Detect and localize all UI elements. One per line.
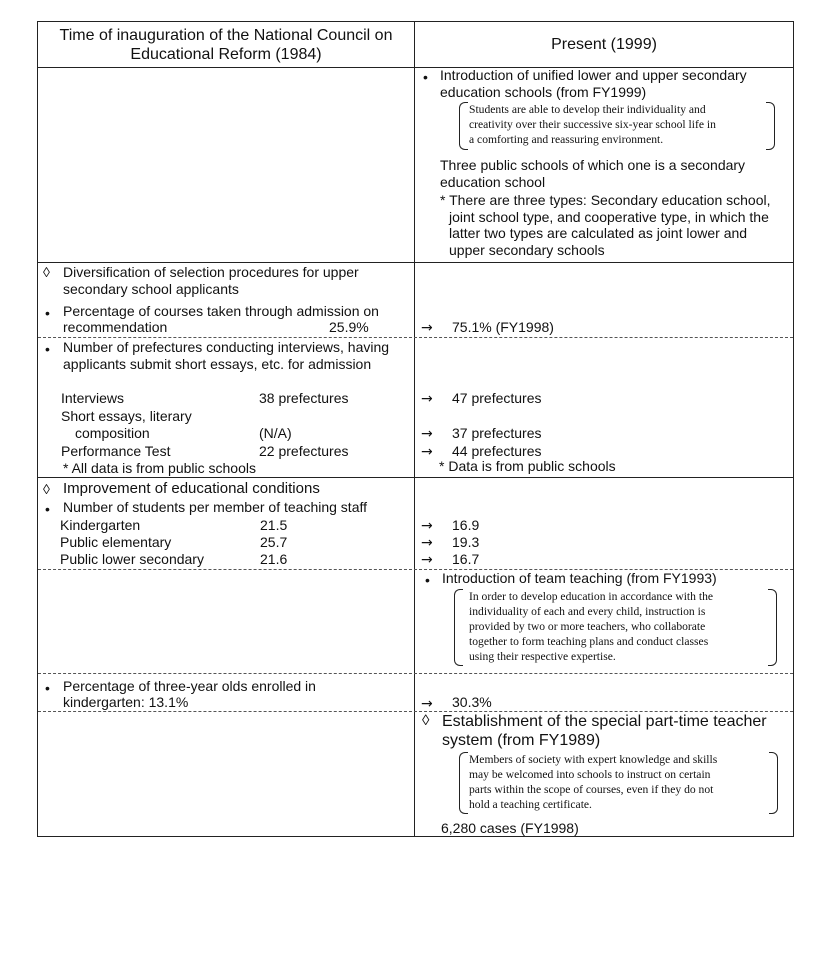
row-divider [38,477,793,478]
diversification-before: 25.9% [329,319,369,335]
arrow-icon: → [421,535,433,551]
note-bracket-left [454,589,463,666]
elementary-after: 19.3 [452,534,480,550]
note-bracket-left [459,102,468,150]
unified-types: * There are three types: Secondary education school, joint school type, and cooperative type, in which the latter two types are calculated as joint lower and upper secondary schools [440,192,771,258]
arrow-icon: → [421,552,433,568]
team-title: Introduction of team teaching (from FY1993) [442,570,717,586]
row-divider [38,673,793,674]
kindergarten-after: 16.9 [452,517,480,533]
kindergarten-before: 21.5 [260,517,288,533]
diamond-icon: ◊ [43,264,50,280]
arrow-icon: → [421,320,433,336]
parttime-note-2: may be welcomed into schools to instruct on certain [469,768,711,781]
diversification-item: Percentage of courses taken through admission on [63,303,379,319]
arrow-icon: → [421,696,433,712]
essays-after: 37 prefectures [452,425,542,441]
enrollment-item-1: Percentage of three-year olds enrolled in [63,678,316,694]
team-note-1: In order to develop education in accordance with the [469,590,714,603]
arrow-icon: → [421,391,433,407]
note-bracket-right [766,102,775,150]
enrollment-after: 30.3% [452,694,492,710]
conditions-item: Number of students per member of teaching staff [63,499,368,515]
bullet: • [45,501,50,517]
parttime-title-2: system (from FY1989) [442,732,601,749]
diamond-icon: ◊ [43,481,50,497]
team-note-3: provided by two or more teachers, who collaborate [469,620,706,633]
note-bracket-right [768,589,777,666]
unified-title: Introduction of unified lower and upper secondary education schools (from FY1999) [440,67,747,100]
bullet: • [45,341,50,357]
prefectures-item: Number of prefectures conducting interviews, having applicants submit short essays, etc. for admission [63,339,390,372]
header-right: Present (1999) [551,36,657,53]
note-bracket-left [459,752,468,814]
team-note-4: together to form teaching plans and conduct classes [469,635,709,648]
row-divider [38,262,793,263]
parttime-note-1: Members of society with expert knowledge and skills [469,753,718,766]
prefectures-note-after: * Data is from public schools [439,458,616,474]
arrow-icon: → [421,426,433,442]
essays-before: (N/A) [259,425,292,441]
column-divider [414,22,415,836]
unified-note-2: creativity over their successive six-year school life in [469,118,716,131]
lower-secondary-before: 21.6 [260,551,288,567]
bullet: • [423,69,428,85]
unified-note-1: Students are able to develop their individuality and [469,103,706,116]
parttime-cases: 6,280 cases (FY1998) [441,820,579,836]
enrollment-item-2: kindergarten: 13.1% [63,694,189,710]
header-left: Time of inauguration of the National Council on Educational Reform (1984) [59,26,393,63]
parttime-title-1: Establishment of the special part-time teacher [442,713,767,730]
elementary-label: Public elementary [60,534,172,550]
essays-label-1: Short essays, literary [61,408,192,424]
unified-note-3: a comforting and reassuring environment. [469,133,664,146]
diversification-after: 75.1% (FY1998) [452,319,554,335]
diversification-item-2: recommendation [63,319,168,335]
arrow-icon: → [421,518,433,534]
essays-label-2: composition [75,425,150,441]
row-divider [38,337,793,338]
prefectures-note-before: * All data is from public schools [63,460,256,476]
interviews-label: Interviews [61,390,125,406]
unified-count: Three public schools of which one is a secondary education school [440,157,746,190]
interviews-before: 38 prefectures [259,390,349,406]
perf-after: 44 prefectures [452,443,542,459]
diversification-heading: Diversification of selection procedures for upper secondary school applicants [63,264,359,297]
conditions-heading: Improvement of educational conditions [63,480,320,497]
team-note-5: using their respective expertise. [469,650,616,663]
perf-label: Performance Test [61,443,171,459]
comparison-table [37,21,794,837]
diamond-icon: ◊ [422,712,430,729]
parttime-note-3: parts within the scope of courses, even if they do not [469,783,714,796]
bullet: • [425,572,430,588]
kindergarten-label: Kindergarten [60,517,141,533]
team-note-2: individuality of each and every child, instruction is [469,605,706,618]
bullet: • [45,680,50,696]
lower-secondary-label: Public lower secondary [60,551,204,567]
note-bracket-right [769,752,778,814]
lower-secondary-after: 16.7 [452,551,480,567]
interviews-after: 47 prefectures [452,390,542,406]
bullet: • [45,305,50,321]
elementary-before: 25.7 [260,534,288,550]
perf-before: 22 prefectures [259,443,349,459]
parttime-note-4: hold a teaching certificate. [469,798,592,811]
arrow-icon: → [421,444,433,460]
